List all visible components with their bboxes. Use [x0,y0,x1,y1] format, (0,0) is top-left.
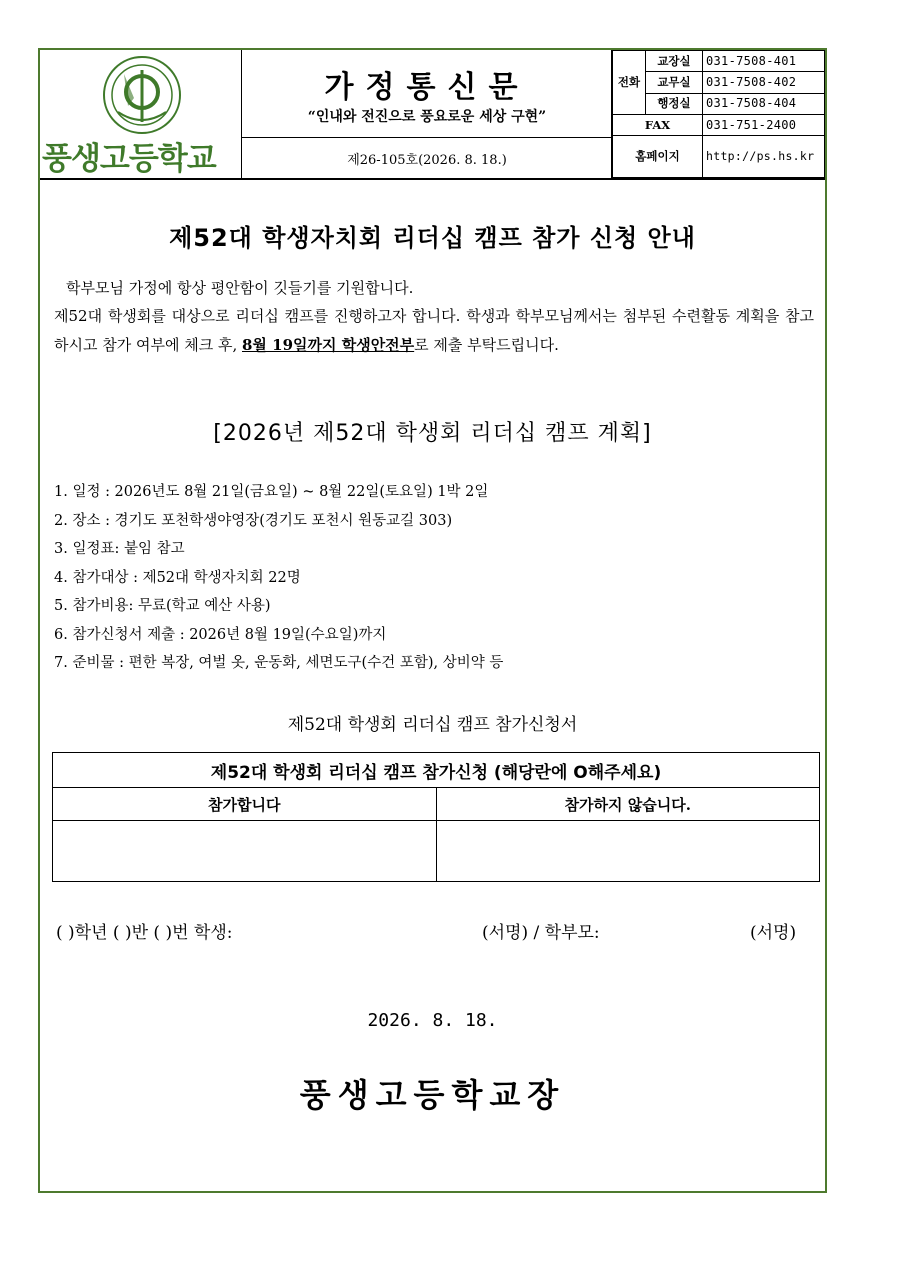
notice-title: 제52대 학생자치회 리더십 캠프 참가 신청 안내 [169,224,696,252]
school-logo-area [40,50,242,178]
fax-value: 031-751-2400 [703,115,825,136]
list-item: 1. 일정 : 2026년도 8월 21일(금요일) ~ 8월 22일(토요일) 1박 2일 [54,484,489,500]
contact-value: 031-7508-404 [703,93,825,114]
homepage-link[interactable]: http://ps.hs.kr [703,136,825,178]
student-info-line: ( )학년 ( )반 ( )번 학생: [56,923,233,943]
contact-label: 교무실 [646,72,703,93]
principal-signature: 풍생고등학교장 [299,1076,566,1114]
header-divider [40,178,825,180]
phone-label: 전화 [613,51,646,115]
application-table-header: 제52대 학생회 리더십 캠프 참가신청 (해당란에 O해주세요) [53,753,820,788]
title-area [242,50,612,138]
application-form-title: 제52대 학생회 리더십 캠프 참가신청서 [287,715,578,735]
body-paragraph [54,302,814,360]
document-frame [38,48,827,1193]
list-item: 4. 참가대상 : 제52대 학생자치회 22명 [54,569,301,586]
plan-list [54,478,814,678]
school-emblem-icon [94,54,190,136]
list-item: 7. 준비물 : 편한 복장, 여벌 옷, 운동화, 세면도구(수건 포함), 상비약 등 [54,655,504,671]
decline-mark-cell[interactable] [436,821,820,882]
document-type-title: 가정통신문 [324,70,530,105]
school-motto: “인내와 전진으로 풍요로운 세상 구현” [307,109,547,125]
contact-label: 행정실 [646,93,703,114]
issue-number: 제26-105호(2026. 8. 18.) [347,153,507,168]
list-item: 5. 참가비용: 무료(학교 예산 사용) [54,598,271,614]
plan-title: [2026년 제52대 학생회 리더십 캠프 계획] [213,421,652,446]
student-signature-label: (서명) / 학부모: [482,923,600,943]
issue-date: 2026. 8. 18. [367,1010,498,1031]
list-item: 3. 일정표: 붙임 참고 [54,541,185,557]
issue-number-area [242,138,612,178]
body-text-end: 로 제출 부탁드립니다. [414,336,559,354]
list-item: 2. 장소 : 경기도 포천학생야영장(경기도 포천시 원동교길 303) [54,512,453,529]
fax-label: FAX [613,115,703,136]
contact-info [612,50,825,178]
deadline-emphasis: 8월 19일까지 학생안전부 [242,336,415,354]
option-participate-label: 참가합니다 [53,788,437,821]
participate-mark-cell[interactable] [53,821,437,882]
letter-header [40,50,825,180]
application-table [52,752,820,882]
parent-signature-label: (서명) [750,923,797,943]
contact-label: 교장실 [646,51,703,72]
greeting-text: 학부모님 가정에 항상 평안함이 깃들기를 기원합니다. [66,279,414,297]
homepage-label: 홈페이지 [613,136,703,178]
body-text: 제52대 학생회를 대상으로 리더십 캠프를 진행하고자 합니다. 학생과 학부모님께서는 첨부된 수련활동 계획을 참고하시고 참가 여부에 체크 후, [54,307,814,354]
contact-value: 031-7508-401 [703,51,825,72]
contact-table [612,50,825,178]
list-item: 6. 참가신청서 제출 : 2026년 8월 19일(수요일)까지 [54,626,387,643]
option-decline-label: 참가하지 않습니다. [436,788,820,821]
school-name: 풍생고등학교 [42,141,216,177]
contact-value: 031-7508-402 [703,72,825,93]
